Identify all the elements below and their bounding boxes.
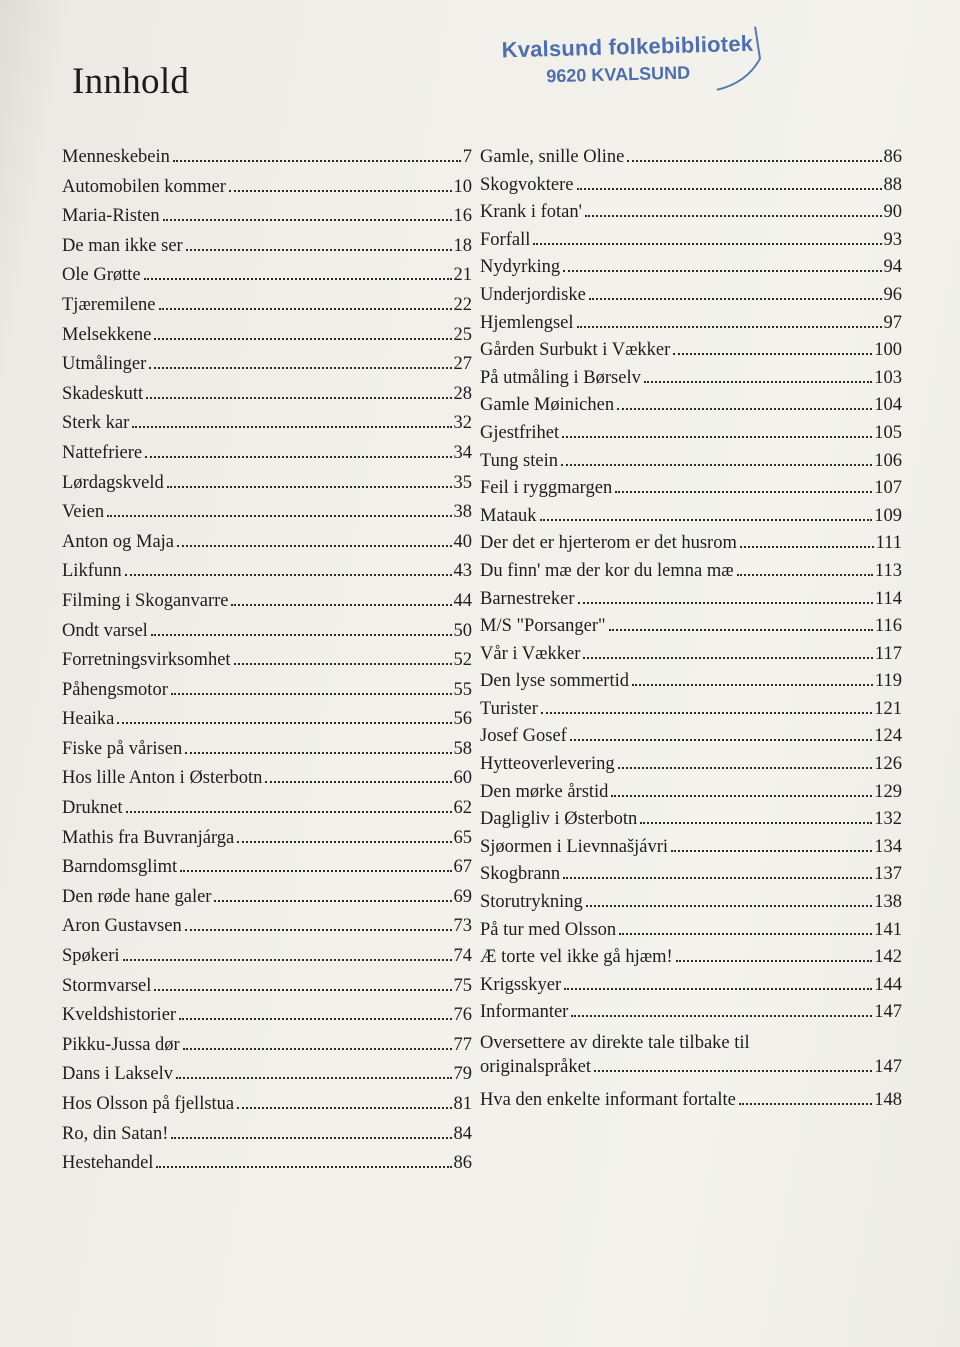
- toc-entry-page: 38: [453, 502, 472, 523]
- toc-entry-title: Barndomsglimt: [62, 857, 178, 878]
- toc-entry[interactable]: [62, 1090, 472, 1120]
- dot-leader: [561, 464, 872, 466]
- toc-entry[interactable]: [62, 972, 472, 1002]
- toc-entry-title: Kveldshistorier: [62, 1005, 177, 1026]
- toc-entry-title: Hytteoverlevering: [480, 754, 615, 775]
- toc-entry[interactable]: [62, 528, 472, 558]
- toc-entry-title: Utmålinger: [62, 354, 147, 375]
- dot-leader: [589, 298, 882, 300]
- toc-entry-page: 138: [874, 892, 902, 913]
- toc-entry-title: Dagligliv i Østerbotn: [480, 809, 638, 830]
- toc-entry-page: 52: [453, 650, 472, 671]
- toc-entry[interactable]: [480, 199, 902, 227]
- toc-entry-title-line2: originalspråket: [480, 1057, 591, 1077]
- toc-entry-title: Josef Gosef: [480, 726, 567, 747]
- toc-entry[interactable]: [480, 668, 902, 696]
- toc-entry-title: De man ikke ser: [62, 235, 183, 256]
- toc-entry-title: Sterk kar: [62, 413, 130, 434]
- toc-entry[interactable]: [480, 586, 902, 614]
- toc-entry[interactable]: [480, 696, 902, 724]
- toc-entry[interactable]: [62, 202, 472, 232]
- toc-entry[interactable]: [480, 917, 902, 945]
- toc-entry-title: Maria-Risten: [62, 206, 160, 227]
- toc-entry[interactable]: [62, 291, 472, 321]
- dot-leader: [146, 397, 451, 399]
- library-stamp: [497, 24, 769, 97]
- toc-entry-title-line1: Oversettere av direkte tale tilbake til: [480, 1033, 750, 1053]
- toc-entry[interactable]: [62, 1001, 472, 1031]
- dot-leader: [611, 795, 872, 797]
- dot-leader: [171, 693, 452, 695]
- dot-leader: [586, 905, 872, 907]
- toc-entry-page: 74: [453, 946, 472, 967]
- toc-entry-page: 21: [453, 265, 472, 286]
- toc-entry[interactable]: [480, 337, 902, 365]
- toc-entry-page: 97: [883, 312, 902, 333]
- toc-entry[interactable]: [62, 143, 472, 173]
- dot-leader: [563, 877, 872, 879]
- toc-entry[interactable]: [62, 705, 472, 735]
- toc-entry-title: På tur med Olsson: [480, 919, 617, 940]
- toc-entry-title: Nattefriere: [62, 442, 143, 463]
- toc-entry[interactable]: [62, 1031, 472, 1061]
- dot-leader: [737, 574, 873, 576]
- toc-entry-title: Vår i Vækker: [480, 643, 581, 664]
- toc-entry[interactable]: [480, 144, 902, 172]
- dot-leader: [265, 781, 451, 783]
- toc-entry[interactable]: [62, 942, 472, 972]
- toc-entry-page: 126: [874, 754, 902, 775]
- toc-entry-page: 32: [453, 413, 472, 434]
- toc-entry-title: Gården Surbukt i Vækker: [480, 340, 671, 361]
- toc-entry[interactable]: [480, 420, 902, 448]
- toc-entry[interactable]: [62, 883, 472, 913]
- toc-entry-page: 90: [883, 202, 902, 223]
- dot-leader: [571, 1015, 872, 1017]
- toc-entry[interactable]: [62, 1149, 472, 1179]
- toc-entry-title: Skogbrann: [480, 864, 561, 885]
- toc-entry-page: 69: [453, 886, 472, 907]
- dot-leader: [132, 426, 451, 428]
- toc-entry-title: Sjøormen i Lievnnašjávri: [480, 836, 669, 857]
- toc-entry-title: Tung stein: [480, 450, 558, 471]
- dot-leader: [167, 486, 452, 488]
- dot-leader: [615, 491, 872, 493]
- dot-leader: [156, 1166, 451, 1168]
- toc-entry[interactable]: [480, 834, 902, 862]
- toc-entry-page: 147: [874, 1002, 902, 1023]
- toc-entry-title: Pikku-Jussa dør: [62, 1034, 180, 1055]
- toc-entry-page: 144: [874, 974, 902, 995]
- dot-leader: [185, 929, 452, 931]
- toc-entry-page: 44: [453, 590, 472, 611]
- toc-entry[interactable]: [62, 409, 472, 439]
- toc-entry[interactable]: [480, 861, 902, 889]
- dot-leader: [107, 515, 451, 517]
- toc-entry-title: Hva den enkelte informant fortalte: [480, 1090, 736, 1110]
- toc-entry[interactable]: [62, 232, 472, 262]
- dot-leader: [671, 850, 872, 852]
- dot-leader: [617, 408, 872, 410]
- toc-entry-page: 134: [874, 836, 902, 857]
- dot-leader: [640, 822, 872, 824]
- dot-leader: [577, 188, 882, 190]
- dot-leader: [739, 1103, 872, 1105]
- toc-entry-page: 96: [883, 284, 902, 305]
- toc-entry-title: Informanter: [480, 1002, 569, 1023]
- dot-leader: [229, 190, 452, 192]
- toc-entry[interactable]: [480, 1087, 902, 1115]
- toc-entry-title: Forfall: [480, 229, 531, 250]
- dot-leader: [171, 1137, 451, 1139]
- toc-entry-title: Ole Grøtte: [62, 265, 141, 286]
- toc-entry-title: Feil i ryggmargen: [480, 478, 613, 499]
- toc-entry-title: Påhengsmotor: [62, 679, 168, 700]
- toc-entry[interactable]: [62, 617, 472, 647]
- toc-entry-title: Forretningsvirksomhet: [62, 650, 231, 671]
- toc-entry[interactable]: [62, 912, 472, 942]
- toc-entry-page: 124: [874, 726, 902, 747]
- toc-entry-page: 50: [453, 620, 472, 641]
- toc-entry[interactable]: [480, 254, 902, 282]
- dot-leader: [185, 752, 451, 754]
- dot-leader: [180, 870, 451, 872]
- toc-entry-page: 103: [874, 367, 902, 388]
- dot-leader: [740, 546, 874, 548]
- toc-entry[interactable]: [480, 365, 902, 393]
- toc-entry[interactable]: [62, 261, 472, 291]
- toc-entry-title: Den røde hane galer: [62, 886, 212, 907]
- toc-entry-page: 35: [453, 472, 472, 493]
- toc-entry-page: 79: [453, 1064, 472, 1085]
- toc-entry-page: 142: [874, 947, 902, 968]
- toc-entry-title: Tjæremilene: [62, 294, 156, 315]
- toc-entry-page: 18: [453, 235, 472, 256]
- dot-leader: [163, 219, 452, 221]
- toc-entry-page: 86: [453, 1153, 472, 1174]
- toc-entry-page: 27: [453, 354, 472, 375]
- toc-entry-title: Der det er hjerterom er det husrom: [480, 533, 737, 554]
- dot-leader: [594, 1070, 872, 1072]
- toc-entry[interactable]: [62, 764, 472, 794]
- toc-entry-title: Turister: [480, 698, 538, 719]
- toc-entry-title: Gamle Møinichen: [480, 395, 615, 416]
- dot-leader: [234, 663, 452, 665]
- toc-entry[interactable]: [480, 392, 902, 420]
- toc-entry-title: På utmåling i Børselv: [480, 367, 641, 388]
- toc-column-left: [62, 143, 472, 1179]
- toc-entry-page: 7: [462, 147, 472, 167]
- toc-entry-title: Dans i Lakselv: [62, 1064, 173, 1085]
- stamp-address: 9620 KVALSUND: [546, 62, 691, 87]
- toc-entry[interactable]: [480, 779, 902, 807]
- toc-entry-page: 88: [883, 174, 902, 195]
- toc-entry-title: Æ torte vel ikke gå hjæm!: [480, 947, 673, 968]
- toc-entry-page: 56: [453, 709, 472, 730]
- toc-entry-title: Veien: [62, 502, 105, 523]
- toc-entry[interactable]: [480, 448, 902, 476]
- toc-entry-title: Likfunn: [62, 561, 122, 582]
- dot-leader: [673, 353, 872, 355]
- toc-entry[interactable]: [62, 439, 472, 469]
- toc-entry-page: 43: [453, 561, 472, 582]
- toc-entry[interactable]: [480, 310, 902, 338]
- toc-entry[interactable]: [480, 889, 902, 917]
- dot-leader: [632, 684, 873, 686]
- dot-leader: [541, 712, 872, 714]
- toc-entry[interactable]: [62, 1120, 472, 1150]
- toc-entry-title: Barnestreker: [480, 588, 575, 609]
- toc-entry[interactable]: [62, 1060, 472, 1090]
- toc-entry-page: 81: [453, 1094, 472, 1114]
- dot-leader: [179, 1018, 451, 1020]
- dot-leader: [237, 841, 451, 843]
- toc-entry[interactable]: [62, 587, 472, 617]
- toc-entry[interactable]: [62, 498, 472, 528]
- toc-entry-page: 106: [874, 450, 902, 471]
- dot-leader: [145, 456, 451, 458]
- toc-entry-page: 111: [875, 533, 902, 554]
- toc-entry-title: Filming i Skoganvarre: [62, 590, 229, 611]
- toc-entry-title: Hestehandel: [62, 1153, 154, 1174]
- toc-entry-title: Krank i fotan': [480, 202, 582, 223]
- toc-entry-title: Nydyrking: [480, 257, 561, 278]
- toc-entry-title: Underjordiske: [480, 284, 586, 305]
- toc-entry[interactable]: [480, 282, 902, 310]
- toc-entry-page: 94: [883, 257, 902, 278]
- toc-entry[interactable]: [480, 503, 902, 531]
- toc-entry-page: 147: [874, 1057, 902, 1077]
- toc-entry-page: 114: [874, 588, 902, 609]
- toc-entry-page: 148: [874, 1090, 902, 1110]
- toc-entry-page: 132: [874, 809, 902, 830]
- toc-entry[interactable]: [480, 172, 902, 200]
- toc-entry-title: Hos Olsson på fjellstua: [62, 1094, 235, 1114]
- toc-entry-page: 104: [874, 395, 902, 416]
- toc-entry-page: 100: [874, 340, 902, 361]
- page-title: Innhold: [72, 61, 190, 102]
- dot-leader: [533, 243, 881, 245]
- dot-leader: [563, 270, 881, 272]
- toc-entry-page: 25: [453, 324, 472, 345]
- dot-leader: [676, 960, 873, 962]
- dot-leader: [578, 602, 873, 604]
- dot-leader: [151, 634, 452, 636]
- toc-entry[interactable]: [480, 806, 902, 834]
- toc-entry[interactable]: [480, 558, 902, 586]
- dot-leader: [564, 988, 872, 990]
- toc-entry-title: Skogvoktere: [480, 174, 574, 195]
- toc-entry-page: 93: [883, 229, 902, 250]
- toc-entry[interactable]: [62, 321, 472, 351]
- toc-entry-page: 34: [453, 442, 472, 463]
- toc-entry-title: Hos lille Anton i Østerbotn: [62, 768, 263, 789]
- toc-entry[interactable]: [480, 530, 902, 558]
- dot-leader: [173, 160, 461, 162]
- dot-leader: [149, 367, 451, 369]
- toc-entry[interactable]: [62, 824, 472, 854]
- toc-entry-page: 107: [874, 478, 902, 499]
- toc-entry-page: 10: [453, 176, 472, 197]
- dot-leader: [186, 249, 452, 251]
- toc-entry-title: M/S "Porsanger": [480, 616, 606, 637]
- toc-entry-title: Du finn' mæ der kor du lemna mæ: [480, 560, 734, 581]
- dot-leader: [176, 1077, 452, 1079]
- toc-entry-page: 129: [874, 781, 902, 802]
- toc-entry[interactable]: [480, 999, 902, 1027]
- dot-leader: [159, 308, 452, 310]
- toc-entry[interactable]: [62, 469, 472, 499]
- toc-entry-page: 77: [453, 1034, 472, 1055]
- toc-entry-title: Ro, din Satan!: [62, 1123, 169, 1144]
- toc-entry-wrapped[interactable]: [480, 1027, 902, 1079]
- toc-entry-title: Automobilen kommer: [62, 176, 226, 197]
- toc-entry-page: 137: [874, 864, 902, 885]
- toc-entry-page: 40: [453, 531, 472, 552]
- toc-entry-page: 28: [453, 383, 472, 404]
- dot-leader: [570, 739, 872, 741]
- toc-entry[interactable]: [62, 735, 472, 765]
- toc-entry-page: 73: [453, 916, 472, 937]
- toc-entry-title: Ondt varsel: [62, 620, 148, 641]
- toc-entry-page: 109: [874, 505, 902, 526]
- toc-entry-title: Krigsskyer: [480, 974, 562, 995]
- toc-entry-title: Menneskebein: [62, 147, 170, 167]
- toc-entry[interactable]: [62, 173, 472, 203]
- toc-entry-page: 76: [453, 1005, 472, 1026]
- toc-entry-title: Melsekkene: [62, 324, 152, 345]
- toc-entry-page: 117: [874, 643, 902, 664]
- dot-leader: [562, 436, 872, 438]
- dot-leader: [117, 722, 451, 724]
- dot-leader: [644, 381, 872, 383]
- toc-entry-page: 84: [453, 1123, 472, 1144]
- toc-column-right: [480, 144, 902, 1115]
- toc-entry[interactable]: [480, 475, 902, 503]
- toc-entry-page: 60: [453, 768, 472, 789]
- dot-leader: [627, 160, 881, 162]
- toc-entry[interactable]: [480, 641, 902, 669]
- dot-leader: [183, 1048, 452, 1050]
- toc-entry-page: 113: [874, 560, 902, 581]
- toc-entry-page: 55: [453, 679, 472, 700]
- toc-entry[interactable]: [62, 557, 472, 587]
- toc-entry[interactable]: [62, 853, 472, 883]
- toc-entry-title: Druknet: [62, 798, 123, 819]
- toc-entry-page: 141: [874, 919, 902, 940]
- toc-entry-title: Lørdagskveld: [62, 472, 164, 493]
- dot-leader: [237, 1107, 451, 1109]
- toc-entry[interactable]: [480, 972, 902, 1000]
- toc-entry-title: Heaika: [62, 709, 115, 730]
- stamp-library-name: Kvalsund folkebibliotek: [501, 30, 754, 63]
- dot-leader: [618, 767, 873, 769]
- toc-entry-page: 116: [874, 616, 902, 637]
- toc-entry-page: 75: [453, 975, 472, 996]
- toc-entry-title: Aron Gustavsen: [62, 916, 182, 937]
- toc-entry-title: Mathis fra Buvranjárga: [62, 827, 235, 848]
- dot-leader: [154, 989, 451, 991]
- toc-entry-page: 67: [453, 857, 472, 878]
- toc-entry-title: Spøkeri: [62, 946, 120, 967]
- toc-entry[interactable]: [62, 676, 472, 706]
- toc-entry-title: Hjemlengsel: [480, 312, 574, 333]
- toc-entry-page: 121: [874, 698, 902, 719]
- toc-entry[interactable]: [480, 723, 902, 751]
- toc-entry[interactable]: [480, 227, 902, 255]
- toc-entry-title: Storutrykning: [480, 892, 583, 913]
- toc-entry-page: 65: [453, 827, 472, 848]
- toc-entry-page: 58: [453, 738, 472, 759]
- dot-leader: [144, 278, 452, 280]
- toc-entry[interactable]: [62, 646, 472, 676]
- toc-entry-title: Den mørke årstid: [480, 781, 609, 802]
- toc-entry-title: Matauk: [480, 505, 537, 526]
- dot-leader: [126, 811, 452, 813]
- dot-leader: [231, 604, 451, 606]
- dot-leader: [609, 629, 873, 631]
- dot-leader: [585, 215, 882, 217]
- dot-leader: [154, 338, 451, 340]
- toc-entry[interactable]: [480, 751, 902, 779]
- toc-entry-title: Gamle, snille Oline: [480, 147, 625, 167]
- dot-leader: [125, 574, 452, 576]
- dot-leader: [583, 657, 873, 659]
- toc-entry[interactable]: [62, 794, 472, 824]
- toc-entry-title: Gjestfrihet: [480, 422, 560, 443]
- toc-entry-page: 62: [453, 798, 472, 819]
- toc-entry-title: Stormvarsel: [62, 975, 152, 996]
- toc-entry[interactable]: [62, 350, 472, 380]
- toc-entry-title: Anton og Maja: [62, 531, 175, 552]
- dot-leader: [540, 519, 873, 521]
- toc-entry[interactable]: [62, 380, 472, 410]
- dot-leader: [577, 326, 882, 328]
- dot-leader: [177, 545, 451, 547]
- toc-entry[interactable]: [480, 613, 902, 641]
- toc-entry-title: Den lyse sommertid: [480, 671, 630, 692]
- toc-entry-page: 86: [883, 147, 902, 167]
- toc-entry-page: 105: [874, 422, 902, 443]
- dot-leader: [619, 933, 872, 935]
- toc-entry-title: Fiske på vårisen: [62, 738, 183, 759]
- toc-entry-page: 16: [453, 206, 472, 227]
- toc-entry[interactable]: [480, 944, 902, 972]
- dot-leader: [123, 959, 452, 961]
- toc-entry-page: 22: [453, 294, 472, 315]
- toc-entry-title: Skadeskutt: [62, 383, 144, 404]
- dot-leader: [214, 900, 451, 902]
- toc-entry-page: 119: [874, 671, 902, 692]
